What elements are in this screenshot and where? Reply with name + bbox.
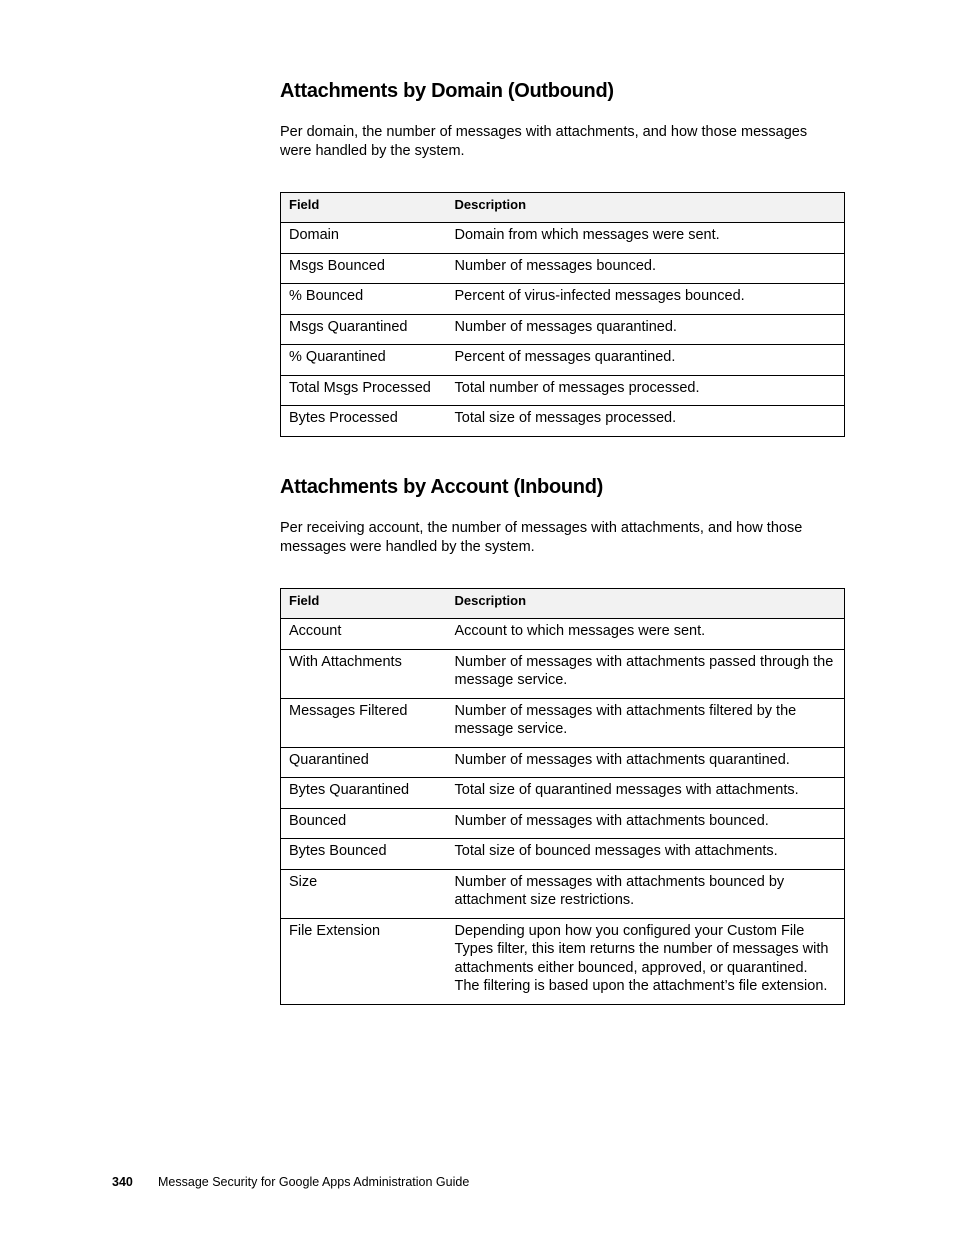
table-row (281, 406, 845, 437)
table-row (281, 747, 845, 778)
field-cell: With Attachments (281, 649, 447, 698)
description-cell: Total number of messages processed. (447, 375, 845, 406)
section-heading: Attachments by Account (Inbound) (280, 476, 603, 498)
field-cell: Bytes Quarantined (281, 778, 447, 809)
description-cell: Number of messages quarantined. (447, 314, 845, 345)
field-cell: Account (281, 619, 447, 650)
description-cell: Percent of messages quarantined. (447, 345, 845, 376)
section-account-inbound (280, 475, 845, 1005)
field-cell: % Quarantined (281, 345, 447, 376)
section-intro: Per domain, the number of messages with attachments, and how those messages were handled by the system. (280, 124, 808, 159)
field-table-outbound (280, 192, 845, 437)
field-cell: % Bounced (281, 284, 447, 315)
table-row (281, 253, 845, 284)
table-row (281, 918, 845, 1004)
table-row (281, 223, 845, 254)
table-row (281, 649, 845, 698)
page-number: 340 (112, 1175, 133, 1189)
field-cell: Msgs Quarantined (281, 314, 447, 345)
table-row (281, 698, 845, 747)
field-cell: Bytes Processed (281, 406, 447, 437)
field-cell: Bounced (281, 808, 447, 839)
field-cell: File Extension (281, 918, 447, 1004)
description-cell: Number of messages with attachments filtered by the message service. (447, 698, 845, 747)
column-header-field: Field (281, 193, 447, 223)
section-domain-outbound (280, 79, 845, 437)
page-footer (112, 1174, 469, 1190)
column-header-field: Field (281, 589, 447, 619)
document-title: Message Security for Google Apps Administration Guide (158, 1175, 470, 1189)
table-row (281, 284, 845, 315)
description-cell: Number of messages with attachments quarantined. (447, 747, 845, 778)
description-cell: Number of messages with attachments bounced by attachment size restrictions. (447, 869, 845, 918)
table-header-row (281, 589, 845, 619)
description-cell: Total size of bounced messages with attachments. (447, 839, 845, 870)
field-cell: Total Msgs Processed (281, 375, 447, 406)
field-table-inbound (280, 588, 845, 1005)
description-cell: Number of messages bounced. (447, 253, 845, 284)
table-row (281, 314, 845, 345)
column-header-description: Description (447, 589, 845, 619)
table-row (281, 345, 845, 376)
table-row (281, 778, 845, 809)
description-cell: Domain from which messages were sent. (447, 223, 845, 254)
field-cell: Quarantined (281, 747, 447, 778)
table-row (281, 375, 845, 406)
description-cell: Percent of virus-infected messages bounced. (447, 284, 845, 315)
field-cell: Size (281, 869, 447, 918)
field-cell: Domain (281, 223, 447, 254)
table-header-row (281, 193, 845, 223)
table-row (281, 869, 845, 918)
description-cell: Total size of messages processed. (447, 406, 845, 437)
table-row (281, 839, 845, 870)
field-cell: Msgs Bounced (281, 253, 447, 284)
description-cell: Number of messages with attachments passed through the message service. (447, 649, 845, 698)
description-cell: Number of messages with attachments bounced. (447, 808, 845, 839)
table-row (281, 619, 845, 650)
table-row (281, 808, 845, 839)
field-cell: Bytes Bounced (281, 839, 447, 870)
section-intro: Per receiving account, the number of messages with attachments, and how those messages were handled by the system. (280, 520, 803, 555)
column-header-description: Description (447, 193, 845, 223)
section-heading: Attachments by Domain (Outbound) (280, 80, 614, 102)
description-cell: Total size of quarantined messages with attachments. (447, 778, 845, 809)
description-cell: Account to which messages were sent. (447, 619, 845, 650)
field-cell: Messages Filtered (281, 698, 447, 747)
description-cell: Depending upon how you configured your Custom File Types filter, this item returns the number of messages with attachments either bounced, approved, or quarantined. The filtering is based upon the attachment’s file extension. (447, 918, 845, 1004)
